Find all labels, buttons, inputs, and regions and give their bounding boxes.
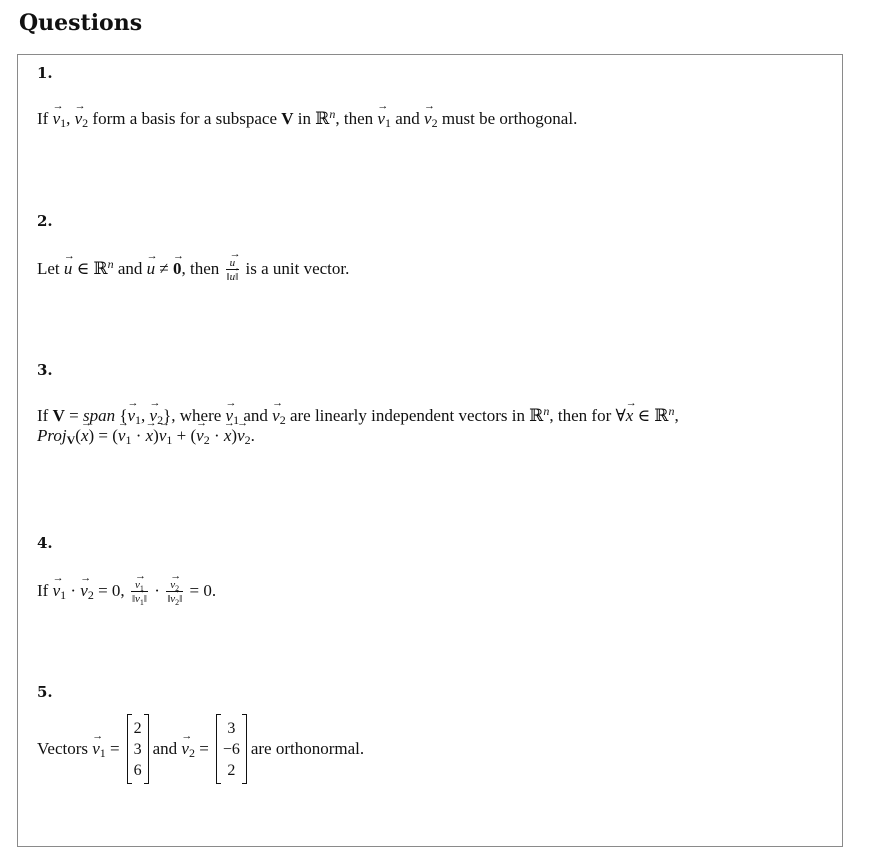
page-title: Questions: [19, 10, 143, 36]
vector-v2-matrix: [216, 714, 247, 784]
matrix-entry: 6: [133, 761, 142, 779]
question-number: 5.: [37, 683, 53, 701]
question-number: 3.: [37, 361, 53, 379]
matrix-entry: −6: [222, 740, 240, 758]
question-text: $If \to v_1$, → $v_2$ form a basis for a subspace V in ℝ$^n$, then → $v_1$ and → $v_2$ must be orthogonal.: [37, 109, 837, 129]
question-5: [37, 682, 837, 784]
question-number: 2.: [37, 212, 53, 230]
vector-v1-matrix: [127, 714, 149, 784]
question-4: [37, 533, 837, 605]
matrix-entry: 2: [133, 719, 142, 737]
question-number: 1.: [37, 64, 53, 82]
question-text: If V = span {→ $v_1$, → $v_2$}, where → $v_1$ and → $v_2$ are linearly independent vectors in ℝ$^n$, then for ∀→ x ∈ ℝ$^n$, Proj$_V$(→ x) = (→ $v_1$ · → $x)\to v_1$ + (→ $v_2$ · → $x)\to v_2$.: [37, 406, 837, 446]
question-3: [37, 360, 837, 446]
question-2: [37, 211, 837, 283]
question-text: $If \to v_1$ · → $v_2 = 0$, → $\frac{v_1}{‖\to v_1‖}$ · → $\frac{v_2}{‖\to v_2‖}$ = 0.: [37, 579, 837, 605]
matrix-entry: 2: [227, 761, 236, 779]
question-text: Let → u ∈ ℝ$^n$ and → u ≠ → 0, then → $\frac{u}{‖\to u‖}$ is a unit vector.: [37, 257, 837, 283]
question-text: Vectors → $v_1$ = 2 3 6 and → $v_2$ = 3 −6 2 are orthonormal.: [37, 714, 837, 784]
matrix-entry: 3: [133, 740, 142, 758]
matrix-entry: 3: [227, 719, 236, 737]
question-1: [37, 63, 837, 129]
questions-panel: [17, 54, 843, 847]
question-number: 4.: [37, 534, 53, 552]
